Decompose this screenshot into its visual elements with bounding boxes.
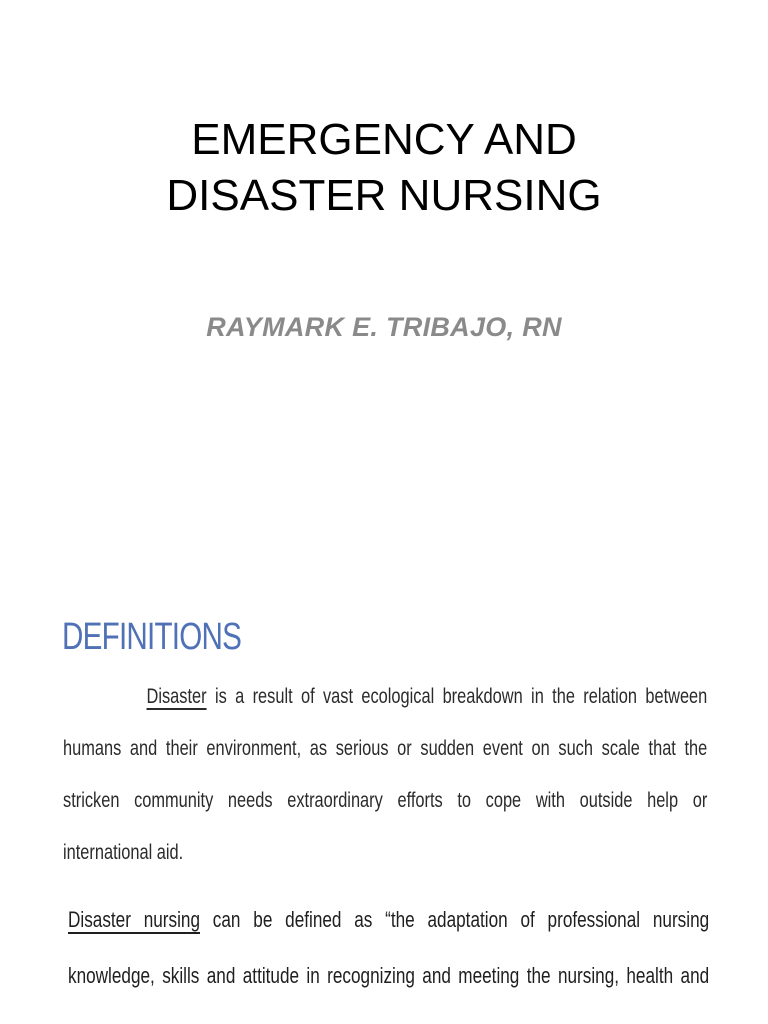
paragraph-line: international aid. <box>63 841 184 864</box>
disaster-definition-paragraph <box>63 682 707 890</box>
author-name: RAYMARK E. TRIBAJO, RN <box>206 312 562 342</box>
title-line-2: DISASTER NURSING <box>166 171 602 220</box>
paragraph-line <box>63 682 707 734</box>
term-disaster: Disaster <box>146 685 207 708</box>
paragraph-text: is a result of vast ecological breakdown in the relation between <box>214 685 708 708</box>
paragraph-line: knowledge, skills and attitude in recognizing and meeting the nursing, health and <box>68 963 710 988</box>
title-line-1: EMERGENCY AND <box>191 115 577 164</box>
paragraph-line: stricken community needs extraordinary efforts to cope with outside help or <box>63 789 708 812</box>
paragraph-line <box>68 905 709 961</box>
definitions-heading: DEFINITIONS <box>62 616 242 658</box>
term-disaster-nursing: Disaster nursing <box>68 907 201 932</box>
paragraph-text: can be defined as “the adaptation of professional nursing <box>212 907 710 932</box>
paragraph-line: humans and their environment, as serious or sudden event on such scale that the <box>63 737 708 760</box>
disaster-nursing-definition-paragraph <box>68 905 709 1017</box>
slide-title <box>0 112 768 224</box>
